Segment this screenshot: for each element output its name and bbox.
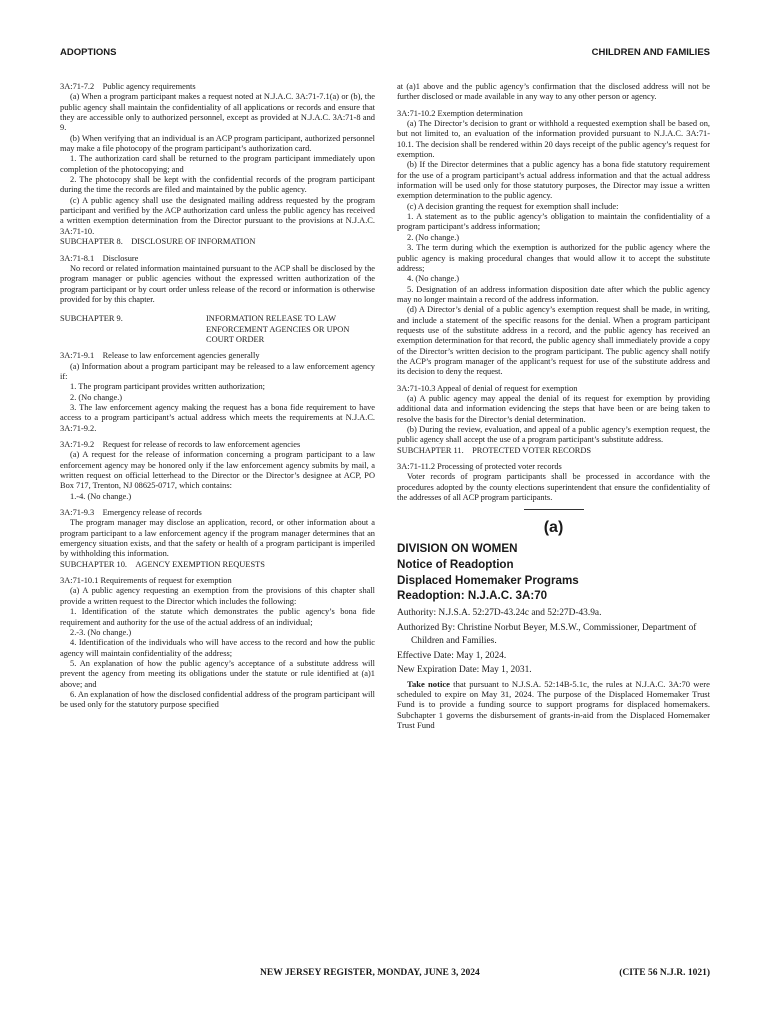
paragraph: No record or related information maintained pursuant to the ACP shall be disclosed by the program manager or public agencies without the expressed written authorization of the program participant or by court order unless release of the record or information is otherwise provided for by this chapter. xyxy=(60,263,375,304)
subchapter-heading: SUBCHAPTER 11. PROTECTED VOTER RECORDS xyxy=(397,445,592,455)
paragraph: 3. The term during which the exemption is authorized for the public agency where the public agency is making procedural changes that would allow it to accept the substitute address; xyxy=(397,243,710,273)
paragraph: (b) If the Director determines that a public agency has a bona fide statutory requirement for the use of a program participant’s actual address information and that the actual address information will be used only for those statutory purposes, the Director may issue a written exemption determination to the public agency. xyxy=(397,160,710,201)
paragraph: 1. The program participant provides written authorization; xyxy=(70,382,265,392)
paragraph: (d) A Director’s denial of a public agency’s exemption request shall be made, in writing, and include a statement of the specific reasons for the denial. When a program participant requests use of the substitute address in a record, and the public agency has received an exemption determination for that record, the public agency shall immediately provide a copy of the Director’s written decision to the program participant. The public agency shall notify the ACP’s program manager of the applicant’s request for use of the substitute address and its decision to deny the request. xyxy=(397,305,710,377)
subchapter-heading: SUBCHAPTER 10. AGENCY EXEMPTION REQUESTS xyxy=(60,559,265,569)
paragraph: (c) A decision granting the request for exemption shall include: xyxy=(407,201,619,211)
paragraph: (a) A public agency requesting an exemption from the provisions of this chapter shall provide a written request to the Director which includes the following: xyxy=(60,586,375,606)
notice-title: Notice of Readoption xyxy=(397,558,514,571)
paragraph: 2.-3. (No change.) xyxy=(70,627,132,637)
right-column xyxy=(397,82,710,730)
right-column-rules xyxy=(397,82,710,503)
paragraph: 2. (No change.) xyxy=(70,392,123,402)
subchapter-number: SUBCHAPTER 9. xyxy=(60,314,123,324)
section-heading: 3A:71-8.1 Disclosure xyxy=(60,253,139,263)
notice-effective-date: Effective Date: May 1, 2024. xyxy=(397,651,507,662)
paragraph: 1. The authorization card shall be returned to the program participant immediately upon completion of the photocopying; and xyxy=(60,154,375,174)
notice-body-text: that pursuant to N.J.S.A. 52:14B-5.1c, the rules at N.J.A.C. 3A:70 were scheduled to expire on May 31, 2024. The purpose of the Displaced Homemaker Trust Fund is to provide a funding source to support programs for displaced homemakers. Subchapter 1 governs the disbursement of grants-in-aid from the Displaced Homemaker Trust Fund xyxy=(397,678,710,730)
paragraph: (b) When verifying that an individual is an ACP program participant, authorized personnel may make a file photocopy of the program participant’s authorization card. xyxy=(60,133,375,154)
paragraph: 1.-4. (No change.) xyxy=(70,491,132,501)
notice-authority: Authority: N.J.S.A. 52:27D-43.24c and 52:27D-43.9a. xyxy=(397,607,602,618)
footer-citation: (CITE 56 N.J.R. 1021) xyxy=(619,968,710,978)
section-heading: 3A:71-10.2 Exemption determination xyxy=(397,108,523,118)
section-heading: 3A:71-11.2 Processing of protected voter records xyxy=(397,462,562,472)
paragraph: 3. The law enforcement agency making the request has a bona fide requirement to have access to a program participant’s actual address which meets the requirements at N.J.A.C. 3A:71-9.2. xyxy=(60,402,375,433)
paragraph: 5. Designation of an address information disposition date after which the public agency may no longer maintain a record of the address information. xyxy=(397,284,710,304)
paragraph: 5. An explanation of how the public agency’s acceptance of a substitute address will prevent the agency from meeting its obligations under the statute or rule identified at (a)1 above; and xyxy=(60,658,375,689)
footer-register: NEW JERSEY REGISTER, MONDAY, JUNE 3, 2024 xyxy=(260,968,480,978)
notice-readoption: Readoption: N.J.A.C. 3A:70 xyxy=(397,589,548,603)
paragraph: 1. Identification of the statute which demonstrates the public agency’s bona fide requirement and authority for the use of the actual address of an individual; xyxy=(60,607,375,627)
running-footer xyxy=(60,968,710,982)
paragraph: 2. (No change.) xyxy=(407,232,460,242)
header-right: CHILDREN AND FAMILIES xyxy=(591,47,710,58)
subchapter-heading: SUBCHAPTER 8. DISCLOSURE OF INFORMATION xyxy=(60,237,256,247)
paragraph: (a) The Director’s decision to grant or withhold a requested exemption shall be based on, but not limited to, an evaluation of the information provided pursuant to N.J.A.C. 3A:71-10.1. The decision shall be rendered within 20 days receipt of the public agency’s request for exemption. xyxy=(397,119,710,160)
subchapter-title: INFORMATION RELEASE TO LAW ENFORCEMENT AGENCIES OR UPON COURT ORDER xyxy=(206,314,350,344)
notice-authorized-by: Authorized By: Christine Norbut Beyer, M.S.W., Commissioner, Department of Children and Families. xyxy=(397,622,697,647)
paragraph: 1. A statement as to the public agency’s obligation to maintain the confidentiality of a program participant’s address information; xyxy=(397,212,710,232)
left-column xyxy=(60,82,375,711)
running-header xyxy=(60,47,710,61)
header-left: ADOPTIONS xyxy=(60,47,117,58)
paragraph: (a) Information about a program participant may be released to a law enforcement agency if: xyxy=(60,361,375,381)
paragraph: 2. The photocopy shall be kept with the confidential records of the program participant during the time the records are filed and maintained by the public agency. xyxy=(60,175,375,195)
paragraph: Voter records of program participants shall be processed in accordance with the procedures adopted by the county elections superintendent that ensure the confidentiality of the addresses of all ACP program participants. xyxy=(397,472,710,503)
paragraph: (a) A public agency may appeal the denial of its request for exemption by providing additional data and information evidencing the steps that have been or are being taken to resolve the basis for the Director’s denial determination. xyxy=(397,393,710,424)
paragraph: 4. Identification of the individuals who will have access to the record and how the public agency will maintain confidentiality of the address; xyxy=(60,638,375,658)
notice-agency: DIVISION ON WOMEN xyxy=(397,542,518,556)
paragraph: (a) When a program participant makes a request noted at N.J.A.C. 3A:71-7.1(a) or (b), the public agency shall maintain the confidentiality of all applications or records and ensure that they are accessible only to authorized personnel, except as provided at N.J.A.C. 3A:71-8 and 9. xyxy=(60,92,375,133)
paragraph: (c) A public agency shall use the designated mailing address requested by the program participant and verified by the ACP authorization card unless the public agency has received a written exemption determination from the Director pursuant to the provisions at N.J.A.C. 3A:71-10. xyxy=(60,195,375,236)
notice-body-lead: Take notice xyxy=(407,678,450,689)
section-heading: 3A:71-9.2 Request for release of records to law enforcement agencies xyxy=(60,440,301,449)
notice-marker: (a) xyxy=(543,519,564,537)
paragraph: 6. An explanation of how the disclosed confidential address of the program participant will be used only for the statutory purpose specified xyxy=(60,689,375,710)
notice-body xyxy=(397,679,710,730)
paragraph: at (a)1 above and the public agency’s confirmation that the disclosed address will not be further disclosed or made available in any way to any other person or agency. xyxy=(397,82,710,102)
notice-expiration-date: New Expiration Date: May 1, 2031. xyxy=(397,664,532,675)
paragraph: (b) During the review, evaluation, and appeal of a public agency’s exemption request, the public agency shall accept the use of a program participant’s substitute address. xyxy=(397,425,710,445)
paragraph: The program manager may disclose an application, record, or other information about a program participant to a law enforcement agency if the program manager determines that an emergency situation exists, and that the safety or health of a program participant is imperiled by withholding this information. xyxy=(60,518,375,559)
section-heading: 3A:71-9.1 Release to law enforcement agencies generally xyxy=(60,351,260,361)
section-heading: 3A:71-10.1 Requirements of request for exemption xyxy=(60,576,232,586)
section-heading: 3A:71-10.3 Appeal of denial of request for exemption xyxy=(397,383,578,393)
section-heading: 3A:71-7.2 Public agency requirements xyxy=(60,82,196,91)
notice-subject: Displaced Homemaker Programs xyxy=(397,573,579,587)
section-divider xyxy=(524,509,584,510)
subchapter-heading xyxy=(60,314,375,345)
paragraph: (a) A request for the release of information concerning a program participant to a law enforcement agency may be honored only if the law enforcement agency submits by mail, a written request on official letterhead to the Director or the Director’s designee at ACP, PO Box 717, Trenton, NJ 08625-0717, which contains: xyxy=(60,450,375,491)
paragraph: 4. (No change.) xyxy=(407,274,460,284)
section-heading: 3A:71-9.3 Emergency release of records xyxy=(60,508,202,518)
